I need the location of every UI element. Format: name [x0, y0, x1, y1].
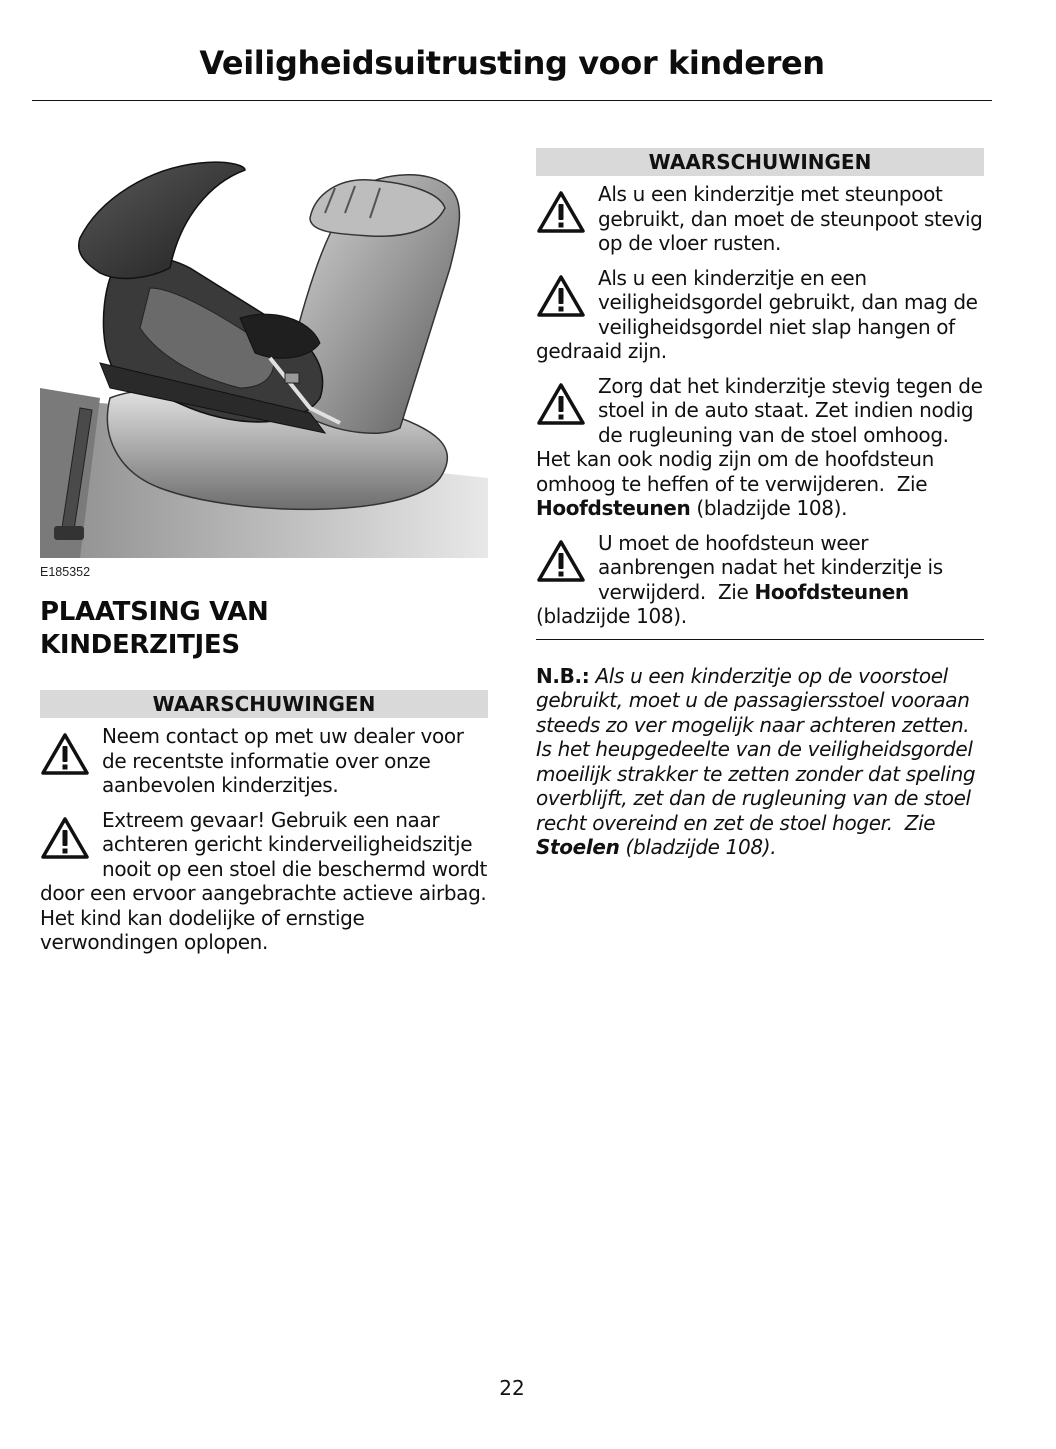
note-text: Als u een kinderzitje op de voorstoel gebruikt, moet u de passagiersstoel vooraan steeds zo ver mogelijk naar achteren zetten. Is het heupgedeelte van de veiligheidsgordel moeilijk strakker te zetten zonder dat speling overblijft, zet dan de rugleuning van de stoel recht overeind en zet de stoel hoger.: [536, 663, 976, 835]
figure-code: E185352: [40, 565, 91, 579]
warnings-header: WAARSCHUWINGEN: [536, 148, 984, 176]
header-rule: [32, 100, 992, 101]
warning-item: [40, 724, 488, 798]
warning-triangle-icon: [536, 539, 586, 583]
warning-text: Als u een kinderzitje met steunpoot gebruikt, dan moet de steunpoot stevig op de vloer rusten.: [598, 182, 983, 255]
see-label: Zie: [904, 810, 936, 835]
warning-item: [536, 182, 984, 256]
note-paragraph: [536, 664, 984, 860]
child-seat-figure: [40, 158, 488, 579]
warning-item: [536, 374, 984, 521]
see-label: Zie: [896, 471, 928, 496]
see-label: Zie: [717, 579, 749, 604]
cross-reference-link[interactable]: Hoofdsteunen: [536, 496, 691, 520]
warning-item: [40, 808, 488, 955]
left-column: [40, 158, 488, 965]
cross-reference-link[interactable]: Hoofdsteunen: [754, 579, 909, 604]
cross-reference-link[interactable]: Stoelen: [536, 835, 620, 859]
page-reference: (bladzijde 108).: [625, 835, 777, 859]
warning-text: Extreem gevaar! Gebruik een naar achteren gericht kinderveiligheidszitje nooit op een stoel die beschermd wordt door een ervoor aangebrachte actieve airbag. Het kind kan dodelijke of ernstige verwondingen oplopen.: [40, 807, 487, 954]
warning-text: Zorg dat het kinderzitje stevig tegen de stoel in de auto staat. Zet indien nodig de rugleuning van de stoel omhoog. Het kan ook nodig zijn om de hoofdsteun omhoog te heffen of te verwijderen.: [536, 373, 983, 496]
page-title: Veiligheidsuitrusting voor kinderen: [199, 44, 825, 82]
warning-triangle-icon: [536, 382, 586, 426]
section-heading-line1: PLAATSING VAN: [40, 597, 269, 627]
warning-triangle-icon: [536, 190, 586, 234]
warning-item: [536, 531, 984, 629]
note-label: N.B.:: [536, 663, 590, 688]
child-seat-illustration: [40, 158, 488, 558]
warning-triangle-icon: [536, 274, 586, 318]
warning-triangle-icon: [40, 732, 90, 776]
warnings-end-rule: [536, 639, 984, 640]
section-heading-line2: KINDERZITJES: [40, 630, 240, 660]
page-number: 22: [499, 1376, 525, 1400]
warning-text: U moet de hoofdsteun weer aanbrengen nadat het kinderzitje is verwijderd.: [598, 530, 943, 604]
page-reference: (bladzijde 108).: [696, 496, 848, 520]
section-heading: [40, 596, 488, 662]
warning-text: Neem contact op met uw dealer voor de recentste informatie over onze aanbevolen kinderzitjes.: [102, 724, 464, 797]
warning-triangle-icon: [40, 816, 90, 860]
right-column: [536, 148, 984, 860]
warning-item: [536, 266, 984, 364]
warning-text: Als u een kinderzitje en een veiligheidsgordel gebruikt, dan mag de veiligheidsgordel niet slap hangen of gedraaid zijn.: [536, 265, 978, 363]
page-reference: (bladzijde 108).: [536, 604, 687, 628]
warnings-header: WAARSCHUWINGEN: [40, 690, 488, 718]
